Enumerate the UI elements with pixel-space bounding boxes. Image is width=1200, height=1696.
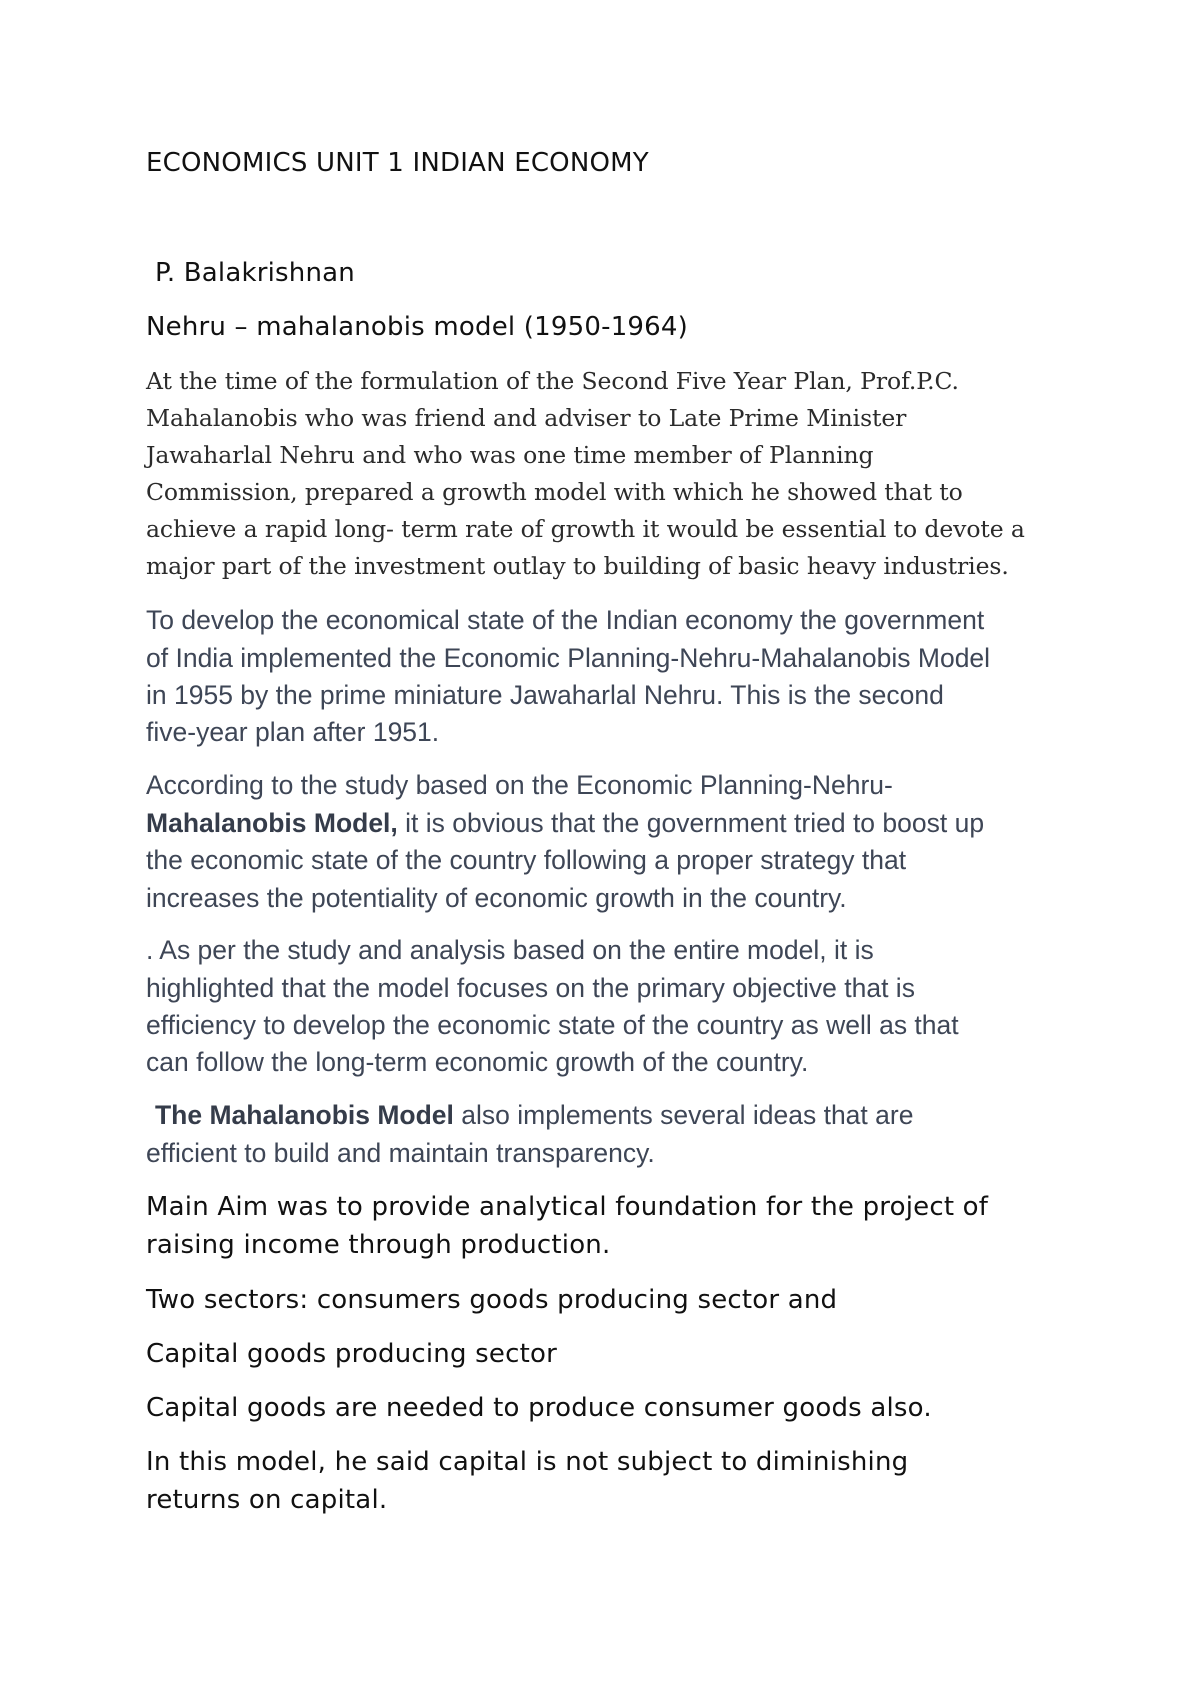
- paragraph-line: raising income through production.: [146, 1230, 611, 1260]
- paragraph-line: Jawaharlal Nehru and who was one time member of Planning: [146, 441, 874, 469]
- document-title: ECONOMICS UNIT 1 INDIAN ECONOMY: [146, 148, 649, 178]
- paragraph-line: achieve a rapid long- term rate of growth it would be essential to devote a: [146, 515, 1025, 543]
- paragraph-line: efficient to build and maintain transparency.: [146, 1138, 655, 1168]
- paragraph-line: At the time of the formulation of the Second Five Year Plan, Prof.P.C.: [146, 367, 959, 395]
- paragraph-capital-sector: Capital goods producing sector: [146, 1339, 557, 1369]
- paragraph-line: returns on capital.: [146, 1485, 388, 1515]
- paragraph-line: . As per the study and analysis based on the entire model, it is: [146, 935, 874, 965]
- section-heading: Nehru – mahalanobis model (1950-1964): [146, 312, 688, 342]
- paragraph-line: Commission, prepared a growth model with which he showed that to: [146, 478, 963, 506]
- paragraph-line: [155, 1100, 913, 1131]
- paragraph-line: major part of the investment outlay to building of basic heavy industries.: [146, 552, 1009, 580]
- paragraph-line: Main Aim was to provide analytical foundation for the project of: [146, 1192, 989, 1222]
- paragraph-line: highlighted that the model focuses on the primary objective that is: [146, 973, 915, 1003]
- paragraph-line: five-year plan after 1951.: [146, 717, 440, 747]
- paragraph-line: To develop the economical state of the Indian economy the government: [146, 605, 985, 635]
- paragraph-line: of India implemented the Economic Planning-Nehru-Mahalanobis Model: [146, 643, 991, 673]
- bold-term: The Mahalanobis Model: [155, 1100, 454, 1130]
- paragraph-text: it is obvious that the government tried to boost up: [397, 808, 985, 838]
- paragraph-line: In this model, he said capital is not subject to diminishing: [146, 1447, 909, 1477]
- author-name: P. Balakrishnan: [155, 258, 355, 288]
- paragraph-text: also implements several ideas that are: [453, 1100, 914, 1130]
- paragraph-line: According to the study based on the Economic Planning-Nehru-: [146, 770, 893, 800]
- paragraph-line: [146, 808, 984, 839]
- paragraph-two-sectors: Two sectors: consumers goods producing sector and: [146, 1285, 838, 1315]
- paragraph-line: in 1955 by the prime miniature Jawaharlal Nehru. This is the second: [146, 680, 944, 710]
- paragraph-line: efficiency to develop the economic state of the country as well as that: [146, 1010, 959, 1040]
- paragraph-line: increases the potentiality of economic growth in the country.: [146, 883, 847, 913]
- paragraph-line: the economic state of the country following a proper strategy that: [146, 845, 907, 875]
- paragraph-line: Mahalanobis who was friend and adviser to Late Prime Minister: [146, 404, 907, 432]
- bold-term: Mahalanobis Model,: [146, 808, 398, 838]
- paragraph-line: can follow the long-term economic growth of the country.: [146, 1047, 809, 1077]
- paragraph-capital-goods: Capital goods are needed to produce consumer goods also.: [146, 1393, 932, 1423]
